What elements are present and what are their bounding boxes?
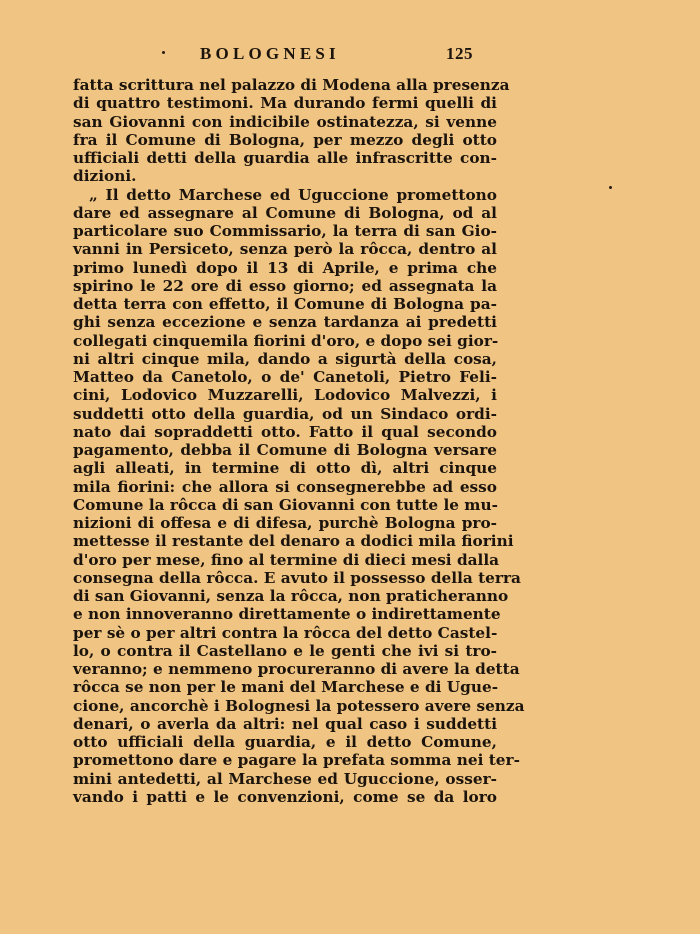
text-line: denari, o averla da altri: nel qual caso i suddetti [73,714,497,733]
text-line: detta terra con effetto, il Comune di Bologna pa- [73,295,497,313]
text-line: ufficiali detti della guardia alle infrascritte con- [73,149,497,167]
text-line: mila fiorini: che allora si consegnerebbe ad esso [73,477,497,496]
text-line: veranno; e nemmeno procureranno di avere la detta [73,660,520,678]
text-line: Comune la rôcca di san Giovanni con tutte le mu- [73,495,498,514]
text-line: mettesse il restante del denaro a dodici mila fiorini [73,532,514,551]
text-line: cini, Lodovico Muzzarelli, Lodovico Malvezzi, i [73,386,497,405]
text-line: nizioni di offesa e di difesa, purchè Bologna pro- [73,514,497,532]
text-line: agli alleati, in termine di otto dì, altri cinque [73,459,497,478]
text-line: ni altri cinque mila, dando a sigurtà della cosa, [73,349,497,368]
text-line: di quattro testimoni. Ma durando fermi quelli di [73,94,497,113]
text-line: spirino le 22 ore di esso giorno; ed assegnata la [73,276,497,295]
ink-speck [162,51,165,54]
text-line: dizioni. [73,167,137,186]
text-line: Matteo da Canetolo, o de' Canetoli, Pietro Feli- [73,368,497,386]
text-line: ghi senza eccezione e senza tardanza ai predetti [73,313,497,332]
ink-speck [609,186,612,189]
text-line: rôcca se non per le mani del Marchese e di Ugue- [73,678,499,697]
text-line: primo lunedì dopo il 13 di Aprile, e prima che [73,258,497,277]
text-line: san Giovanni con indicibile ostinatezza, si venne [73,112,497,131]
text-line: vando i patti e le convenzioni, come se da loro [73,787,497,806]
text-line: collegati cinquemila fiorini d'oro, e dopo sei gior- [73,331,499,350]
page-number: 125 [446,44,473,63]
text-line: consegna della rôcca. E avuto il possesso della terra [73,568,521,587]
text-line: particolare suo Commissario, la terra di san Gio- [73,222,497,240]
text-line: per sè o per altri contra la rôcca del detto Castel- [73,623,498,642]
text-line: nato dai sopraddetti otto. Fatto il qual secondo [73,422,497,441]
text-line: di san Giovanni, senza la rôcca, non praticheranno [73,587,509,605]
text-line: lo, o contra il Castellano e le genti che ivi si tro- [73,641,497,660]
text-line: d'oro per mese, fino al termine di dieci mesi dalla [73,550,500,569]
text-line: fatta scrittura nel palazzo di Modena alla presenza [73,76,510,94]
text-line: mini antedetti, al Marchese ed Uguccione, osser- [73,769,497,788]
text-line: „ Il detto Marchese ed Uguccione promettono [89,185,497,204]
text-line: pagamento, debba il Comune di Bologna versare [73,441,497,459]
text-line: cione, ancorchè i Bolognesi la potessero avere senza [73,696,525,715]
text-line: promettono dare e pagare la prefata somma nei ter- [73,751,520,770]
text-line: fra il Comune di Bologna, per mezzo degli otto [73,130,497,149]
running-title: BOLOGNESI [200,44,340,63]
running-head [0,44,700,66]
text-line: e non innoveranno direttamente o indirettamente [73,605,501,624]
text-line: dare ed assegnare al Comune di Bologna, od al [73,203,497,222]
text-line: vanni in Persiceto, senza però la rôcca, dentro al [73,240,497,259]
text-line: otto ufficiali della guardia, e il detto Comune, [73,733,497,751]
text-line: suddetti otto della guardia, od un Sindaco ordi- [73,404,497,423]
body-text [73,76,525,806]
